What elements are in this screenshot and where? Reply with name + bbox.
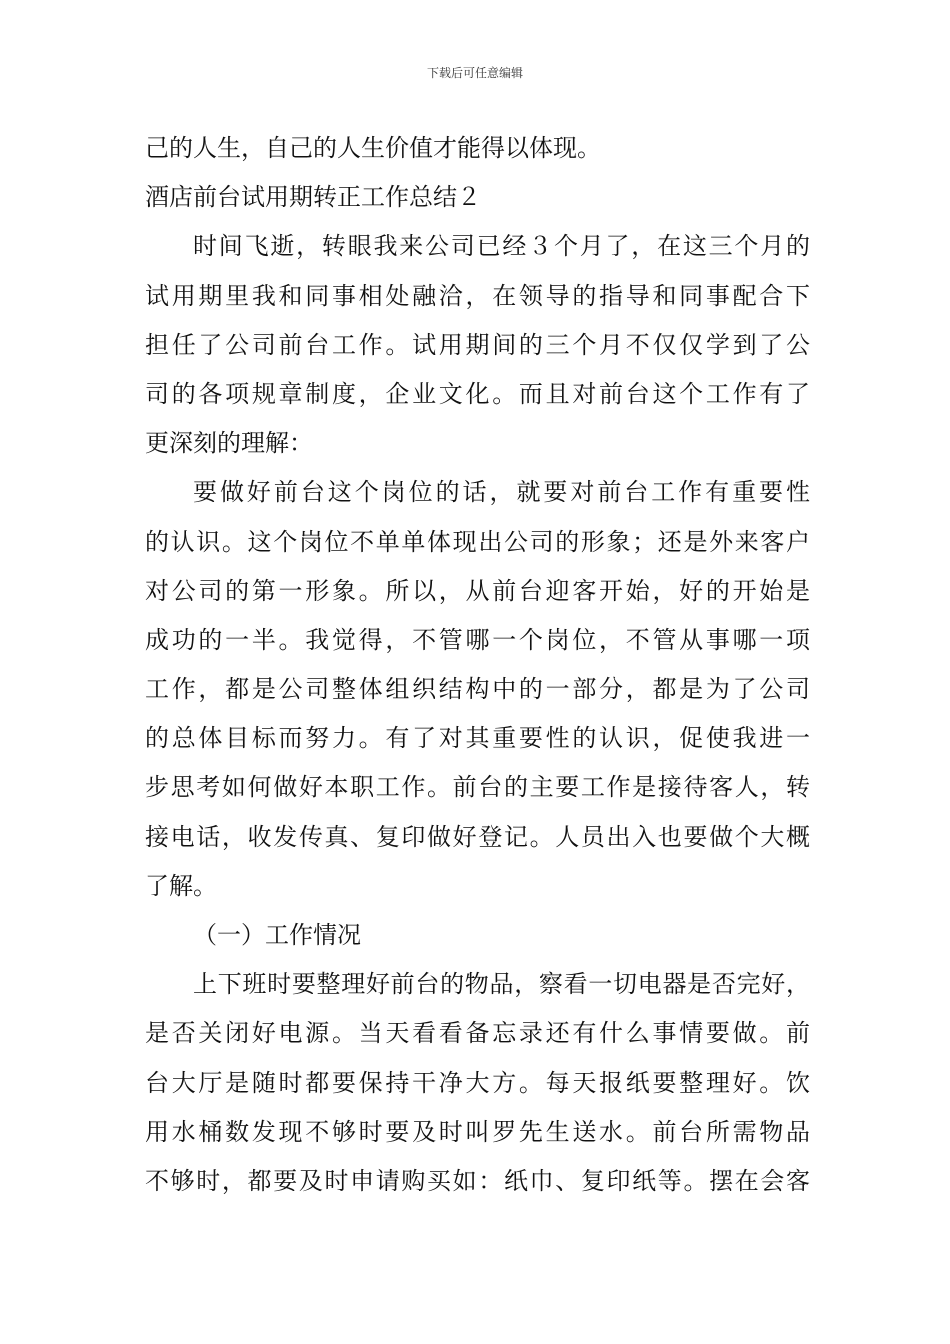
text-line: 时间飞逝，转眼我来公司已经３个月了，在这三个月的 — [193, 232, 810, 261]
text-line: 是否关闭好电源。当天看看备忘录还有什么事情要做。前 — [145, 1019, 810, 1048]
text-line: 己的人生，自己的人生价值才能得以体现。 — [145, 134, 601, 162]
subsection-title: （一）工作情况 — [193, 921, 361, 949]
text-line: 的总体目标而努力。有了对其重要性的认识，促使我进一 — [145, 724, 810, 753]
text-line: 对公司的第一形象。所以，从前台迎客开始，好的开始是 — [145, 576, 810, 605]
text-line: 步思考如何做好本职工作。前台的主要工作是接待客人，转 — [145, 773, 810, 802]
text-line: 了解。 — [145, 871, 217, 900]
text-line: 要做好前台这个岗位的话，就要对前台工作有重要性 — [193, 478, 810, 507]
section-title: 酒店前台试用期转正工作总结２ — [145, 183, 481, 212]
text-line: 成功的一半。我觉得，不管哪一个岗位，不管从事哪一项 — [145, 625, 810, 654]
text-line: 的认识。这个岗位不单单体现出公司的形象；还是外来客户 — [145, 527, 810, 556]
text-line: 台大厅是随时都要保持干净大方。每天报纸要整理好。饮 — [145, 1068, 810, 1097]
text-line: 上下班时要整理好前台的物品，察看一切电器是否完好， — [193, 970, 810, 999]
page-header: 下载后可任意编辑 — [426, 66, 523, 80]
text-line: 试用期里我和同事相处融洽，在领导的指导和同事配合下 — [145, 281, 810, 310]
text-line: 担任了公司前台工作。试用期间的三个月不仅仅学到了公 — [145, 330, 810, 359]
text-line: 接电话，收发传真、复印做好登记。人员出入也要做个大概 — [145, 822, 810, 851]
document-body — [145, 124, 810, 1206]
text-line: 更深刻的理解： — [145, 429, 313, 458]
text-line: 不够时，都要及时申请购买如：纸巾、复印纸等。摆在会客 — [145, 1166, 810, 1195]
text-line: 用水桶数发现不够时要及时叫罗先生送水。前台所需物品 — [145, 1117, 810, 1146]
text-line: 工作，都是公司整体组织结构中的一部分，都是为了公司 — [145, 675, 810, 704]
text-line: 司的各项规章制度，企业文化。而且对前台这个工作有了 — [145, 379, 810, 408]
